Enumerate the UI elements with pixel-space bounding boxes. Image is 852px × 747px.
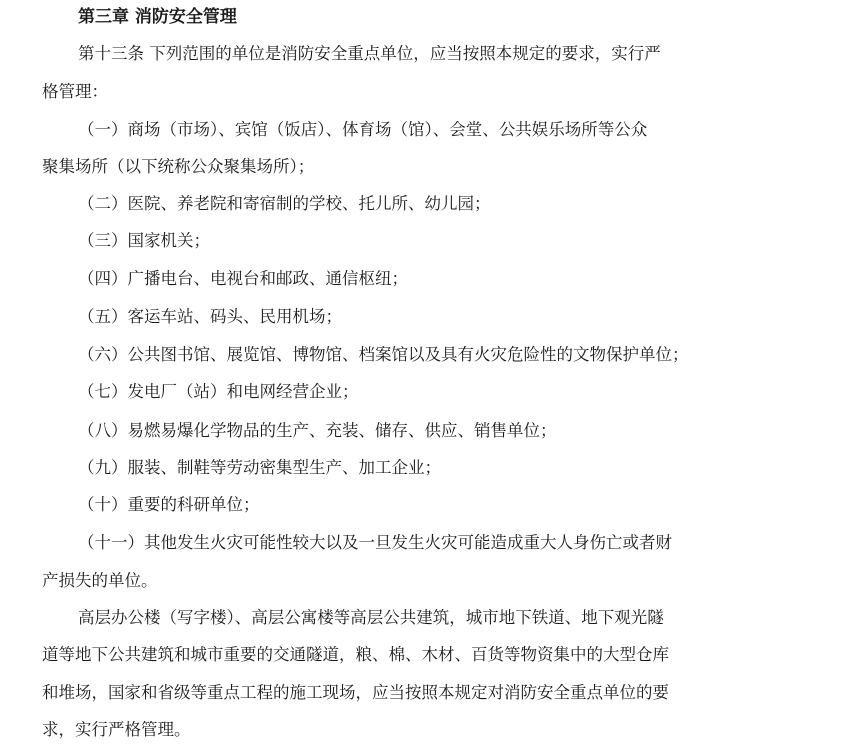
item-7: （七）发电厂（站）和电网经营企业；: [78, 382, 359, 401]
item-9: （九）服装、制鞋等劳动密集型生产、加工企业；: [78, 458, 441, 477]
closing-paragraph-line-3: 和堆场，国家和省级等重点工程的施工现场，应当按照本规定对消防安全重点单位的要: [42, 683, 669, 702]
item-8: （八）易燃易爆化学物品的生产、充装、储存、供应、销售单位；: [78, 421, 557, 440]
closing-paragraph-line-2: 道等地下公共建筑和城市重要的交通隧道，粮、棉、木材、百货等物资集中的大型仓库: [42, 645, 669, 664]
item-5: （五）客运车站、码头、民用机场；: [78, 307, 342, 326]
article-13-line-2: 格管理：: [42, 82, 108, 101]
closing-paragraph-line-1: 高层办公楼（写字楼）、高层公寓楼等高层公共建筑，城市地下铁道、地下观光隧: [78, 608, 664, 627]
closing-paragraph-line-4: 求，实行严格管理。: [42, 720, 191, 739]
item-11-line-2: 产损失的单位。: [42, 571, 158, 590]
chapter-heading: 第三章 消防安全管理: [78, 7, 237, 27]
item-6: （六）公共图书馆、展览馆、博物馆、档案馆以及具有火灾危险性的文物保护单位；: [78, 345, 689, 364]
item-2: （二）医院、养老院和寄宿制的学校、托儿所、幼儿园；: [78, 194, 491, 213]
item-10: （十）重要的科研单位；: [78, 495, 260, 514]
item-1-line-2: 聚集场所（以下统称公众聚集场所）；: [42, 157, 315, 176]
item-4: （四）广播电台、电视台和邮政、通信枢纽；: [78, 269, 408, 288]
item-3: （三）国家机关；: [78, 231, 210, 250]
item-1-line-1: （一）商场（市场）、宾馆（饭店）、体育场（馆）、会堂、公共娱乐场所等公众: [78, 120, 648, 139]
item-11-line-1: （十一）其他发生火灾可能性较大以及一旦发生火灾可能造成重大人身伤亡或者财: [78, 533, 672, 552]
article-13-line-1: 第十三条 下列范围的单位是消防安全重点单位，应当按照本规定的要求，实行严: [78, 44, 661, 63]
